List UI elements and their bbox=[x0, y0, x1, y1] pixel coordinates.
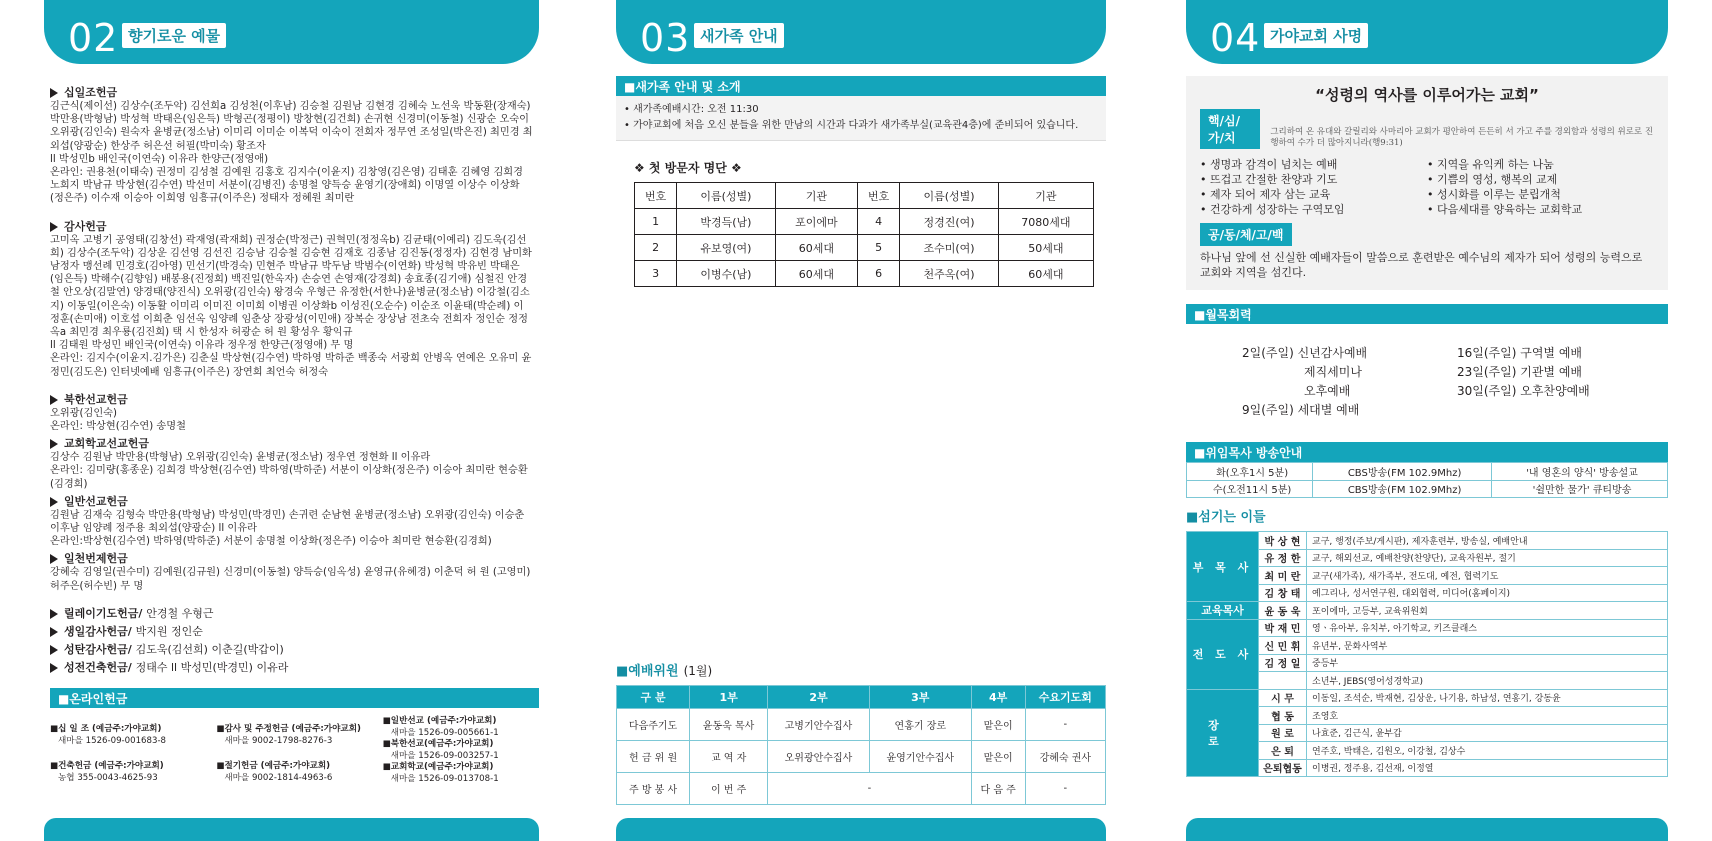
bible-verse: 그리하여 온 유대와 갈릴리와 사마리아 교회가 평안하여 든든히 서 가고 주를 경외함과 성령의 위로로 진행하여 수가 더 많아지니라(행9:31) bbox=[1270, 127, 1654, 148]
triangle-icon bbox=[50, 645, 58, 655]
table-row: 3 이병수(남) 60세대 6 천주옥(여) 60세대 bbox=[635, 261, 1094, 287]
worship-month: (1월) bbox=[683, 664, 713, 678]
motto: “성령의 역사를 이루어가는 교회” bbox=[1315, 86, 1539, 104]
account-list: ■십 일 조 (예금주:가야교회) 새마을 1526-09-001683-8 ■건축헌금 (예금주:가야교회) 농협 355-0043-4625-93 ■감사 및 주정헌금 (예금주:가야교회) 새마을 9002-1798-8276-3 ■절기헌금 (예금주:가야교회) 새마을 9002-1814-4963-6 ■일반선교 (예금주:가야교회) 새마을 1526-09-005661-1 ■북한선교(예금주:가야교회) 새마을 1526-09-003257-1 ■교회학교(예금주:가야교회) 새마을 1526-09-013708-1 bbox=[50, 716, 499, 784]
school-mission-heading: 교회학교선교헌금 bbox=[50, 435, 533, 451]
visitor-table: 번호 이름(성별) 기관 번호 이름(성별) 기관 1 박경득(남) 포이에마 4 정경진(여) 7080세대 2 유보영(여) 60세대 5 조수미(여) 50세대 3 이병수(남) 60세대 6 천주옥(여) 60세대 bbox=[634, 182, 1094, 287]
footer-bar bbox=[1186, 818, 1668, 841]
confession-text: 하나님 앞에 선 신실한 예배자들이 말씀으로 훈련받은 예수님의 제자가 되어 성령의 능력으로 교회와 지역을 섬긴다. bbox=[1200, 251, 1643, 279]
table-row: 최 미 란 교구(새가족), 새가족부, 전도대, 예전, 협력기도 bbox=[1187, 567, 1668, 585]
broadcast-bar: ■위임목사 방송안내 bbox=[1186, 442, 1668, 462]
triangle-icon bbox=[50, 663, 58, 673]
newcomer-column bbox=[616, 0, 1106, 841]
table-row: 헌 금 위 원 교 역 자 오위광안수집사 윤영기안수집사 맡은이 강혜숙 권사 bbox=[617, 741, 1106, 773]
section-title: 가야교회 사명 bbox=[1264, 23, 1368, 48]
tithe-names: 김근식(제이선) 김상수(조두악) 김선희a 김성천(이후남) 김승철 김원남 김현경 김혜숙 노선욱 박동환(장재숙) 박만용(박형남) 박성혁 박태은(임은득) 박형곤(정평이) 방창현(김건희) 손귀현 신경미(이동철) 신광순 오숙이 오위광(김인숙) 원숙자 윤병균(정소남) 이미리 이미순 이복덕 이숙이 전희자 정무연 조성일(박은진) 최민경 최외섭(양광순) 한상주 허은선 허필(박미숙) 황조자 bbox=[50, 101, 533, 152]
table-row: 은퇴협동 이병권, 정주용, 김선재, 이정열 bbox=[1187, 759, 1668, 777]
table-row: 교육목사 윤 동 욱 포이에마, 고등부, 교육위원회 bbox=[1187, 602, 1668, 620]
triangle-icon bbox=[50, 395, 58, 405]
newcomer-bar: ■새가족 안내 및 소개 bbox=[616, 76, 1106, 96]
triangle-icon bbox=[50, 497, 58, 507]
online-offering-section bbox=[50, 688, 539, 785]
table-row: 은 퇴 연주호, 박태은, 김원오, 이강철, 김상수 bbox=[1187, 742, 1668, 760]
tithe-heading: 십일조헌금 bbox=[50, 84, 533, 100]
table-row: 부 목 사 박 상 현 교구, 행정(주보/게시판), 제자훈련부, 방송실, 예배안내 bbox=[1187, 532, 1668, 550]
worship-title: ■예배위원 bbox=[616, 664, 679, 679]
table-row: 다음주기도 윤동욱 목사 고병기안수집사 연홍기 장로 맡은이 - bbox=[617, 709, 1106, 741]
christmas-offering: 성탄감사헌금/ 김도욱(김선희) 이춘길(박갑이) bbox=[50, 641, 533, 657]
triangle-icon bbox=[50, 627, 58, 637]
newcomer-note: • 가야교회에 처음 오신 분들을 위한 만남의 시간과 다과가 새가족부실(교육관4층)에 준비되어 있습니다. bbox=[624, 120, 1079, 131]
table-row: 신 민 휘 유년부, 문화사역부 bbox=[1187, 637, 1668, 655]
online-offering-bar: ■온라인헌금 bbox=[50, 688, 539, 708]
core-values-tag: 핵/심/가/치 bbox=[1200, 109, 1260, 149]
broadcast-table bbox=[1186, 462, 1668, 498]
confession-tag: 공/동/체/고/백 bbox=[1200, 223, 1292, 246]
table-row: 수(오전11시 5분) CBS방송(FM 102.9Mhz) '쉴만한 물가' 큐티방송 bbox=[1187, 480, 1668, 498]
servers-title: ■섬기는 이들 bbox=[1186, 510, 1266, 525]
nk-mission-online: 온라인: 박상현(김수연) 송명철 bbox=[50, 421, 186, 433]
visitor-list-title: ❖ 첫 방문자 명단 ❖ bbox=[634, 161, 742, 175]
triangle-icon bbox=[50, 222, 58, 232]
school-mission-names: 김상수 김원남 박만용(박형남) 오위광(김인숙) 윤병균(정소남) 정우연 정현화 ll 이유라 bbox=[50, 452, 431, 464]
general-mission-heading: 일반선교헌금 bbox=[50, 493, 533, 509]
thousand-names: 강혜숙 김영일(권수미) 김예원(김규원) 신경미(이동철) 양득승(임옥성) 윤영규(유혜경) 이춘덕 허 원 (고영미) 허주은(허수빈) 무 명 bbox=[50, 567, 531, 592]
table-row: 화(오후1시 5분) CBS방송(FM 102.9Mhz) '내 영혼의 양식' 방송설교 bbox=[1187, 463, 1668, 481]
nk-mission-names: 오위광(김인숙) bbox=[50, 407, 117, 419]
thanks-online: 온라인: 김지수(이윤지.김가은) 김춘실 박상현(김수연) 박하영 박하준 백종숙 서광희 안병옥 연예은 오유미 윤정민(김도은) 인터넷예배 임흥규(이주은) 장연희 최언숙 허정숙 bbox=[50, 353, 532, 378]
triangle-icon bbox=[50, 609, 58, 619]
table-row: 장 로 시 무 이동일, 조석순, 박재현, 김상운, 나기용, 하남성, 연홍기, 강동윤 bbox=[1187, 689, 1668, 707]
worship-committee bbox=[616, 660, 1106, 805]
section-number: 02 bbox=[68, 16, 119, 60]
tithe-extra: ll 박성민b 배인국(이연숙) 이유라 한양근(정영애) bbox=[50, 153, 269, 165]
table-row: 소년부, JEBS(영어성경학교) bbox=[1187, 672, 1668, 690]
nk-mission-heading: 북한선교헌금 bbox=[50, 391, 533, 407]
table-row: 유 정 한 교구, 해외선교, 예배찬양(찬양단), 교육자원부, 절기 bbox=[1187, 549, 1668, 567]
offerings-column bbox=[44, 0, 539, 841]
section-number: 04 bbox=[1210, 16, 1261, 60]
section-title: 향기로운 예물 bbox=[122, 23, 226, 48]
building-offering: 성전건축헌금/ 정태수 ll 박성민(박경민) 이유라 bbox=[50, 659, 533, 675]
section-title: 새가족 안내 bbox=[694, 23, 784, 48]
tithe-online: 온라인: 권용천(이태숙) 권정미 김성철 김예원 김홍호 김지수(이윤지) 김창영(김은영) 김태훈 김혜영 김희경 노희지 박남규 박상현(김수연) 박선미 서분이(김병진) 송명철 양득승 윤영기(장애희) 이명열 이상수 이상화(정은주) 이수재 이승아 이희영 임흥규(이주은) 정태자 정혜원 최미란 bbox=[50, 167, 523, 205]
newcomer-time: • 새가족예배시간: 오전 11:30 bbox=[624, 104, 759, 115]
thanks-names: 고미옥 고병기 공영태(김창선) 곽재영(곽재희) 권정순(박정근) 권혁민(정정옥b) 김균태(이예리) 김도욱(김선희) 김상수(조두악) 김상운 김선영 김선진 김승남 김승철 김승현 김재호 김종남 김진동(정정자) 김현경 남미화 남정자 맹선례 민경호(김아영) 민선기(박경숙) 민현주 박남규 박두남 박범수(이연화) 박성혁 박유빈 박태은(임은득) 박해수(김향임) 배봉용(진정희) 백진일(한옥자) 손승연 손영재(강경희) 송효종(김기애) 심철진 안경철 안오상(김말연) 양경태(양진식) 오위광(김인숙) 왕경숙 우형근 유정한(서한나)윤병균(정소남) 이강철(김소지) 이동일(이은숙) 이동활 이미리 이미진 이미희 이병권 이상화b 이성진(오순수) 이순조 이윤태(박순례) 이정훈(손미애) 이호섭 이희춘 임선옥 임양례 임춘상 장광성(이민애) 장복순 장상남 전초숙 전희자 정인순 정정옥a 최민경 최우룡(김진희) 택 시 한성자 허광순 허 원 황성우 황익규 bbox=[50, 234, 532, 339]
general-mission-online: 온라인:박상현(김수연) 박하영(박하준) 서분이 송명철 이상화(정은주) 이승아 최미란 현승환(김경희) bbox=[50, 536, 492, 548]
newcomer-banner bbox=[616, 0, 1106, 64]
table-row: 주 방 봉 사 이 번 주 - 다 음 주 - bbox=[617, 773, 1106, 805]
core-values: • 생명과 감격이 넘치는 예배 • 뜨겁고 간절한 찬양과 기도 • 제자 되어 제자 삼는 교육 • 건강하게 성장하는 구역모임 • 지역을 유익케 하는 나눔 • 기쁨의 영성, 행복의 교제 • 성시화를 이루는 분립개척 • 다음세대를 양육하는 교회학교 bbox=[1200, 158, 1583, 216]
offerings-banner bbox=[44, 0, 539, 64]
mission-column bbox=[1186, 0, 1668, 841]
thanks-heading: 감사헌금 bbox=[50, 218, 533, 234]
mission-banner bbox=[1186, 0, 1668, 64]
thanks-extra: ll 김태원 박성민 배인국(이연숙) 이유라 정우정 한양근(정영애) 무 명 bbox=[50, 340, 354, 352]
triangle-icon bbox=[50, 554, 58, 564]
table-row: 전 도 사 박 재 민 영ㆍ유아부, 유치부, 아기학교, 키즈클래스 bbox=[1187, 619, 1668, 637]
section-number: 03 bbox=[640, 16, 691, 60]
footer-bar bbox=[616, 818, 1106, 841]
table-row: 1 박경득(남) 포이에마 4 정경진(여) 7080세대 bbox=[635, 209, 1094, 235]
table-row: 김 창 태 예그리나, 성서연구원, 대외협력, 미디어(홈페이지) bbox=[1187, 584, 1668, 602]
triangle-icon bbox=[50, 439, 58, 449]
footer-bar bbox=[44, 818, 539, 841]
monthly-calendar-bar: ■월목회력 bbox=[1186, 304, 1668, 324]
table-row: 2 유보영(여) 60세대 5 조수미(여) 50세대 bbox=[635, 235, 1094, 261]
general-mission-names: 김원남 김재숙 김형숙 박만용(박형남) 박성민(박경민) 손귀련 순남현 윤병균(정소남) 오위광(김인숙) 이승춘 이후남 임양례 정주용 최외섭(양광순) ll 이유라 bbox=[50, 509, 525, 535]
mission-box bbox=[1186, 76, 1668, 290]
triangle-icon bbox=[50, 88, 58, 98]
school-mission-online: 온라인: 김미량(홍종운) 김희경 박상현(김수연) 박하영(박하준) 서분이 이상화(정은주) 이승아 최미란 현승환(김경희) bbox=[50, 465, 528, 490]
table-row: 협 동 조영호 bbox=[1187, 707, 1668, 725]
relay-prayer-offering: 릴레이기도헌금/ 안경철 우형근 bbox=[50, 605, 533, 621]
worship-table: 구 분 1부 2부 3부 4부 수요기도회 다음주기도 윤동욱 목사 고병기안수집사 연홍기 장로 맡은이 - 헌 금 위 원 교 역 자 오위광안수집사 윤영기안수집사 맡은이 강혜숙 권사 주 방 봉 사 이 번 주 - 다 음 주 - bbox=[616, 685, 1106, 805]
table-row: 김 정 일 중등부 bbox=[1187, 654, 1668, 672]
monthly-calendar: 2일(주일) 신년감사예배 제직세미나 오후예배 9일(주일) 세대별 예배 16일(주일) 구역별 예배 23일(주일) 기관별 예배 30일(주일) 오후찬양예배 bbox=[1242, 346, 1590, 417]
servers-table bbox=[1186, 531, 1668, 777]
birthday-offering: 생일감사헌금/ 박지원 정인순 bbox=[50, 623, 533, 639]
thousand-heading: 일천번제헌금 bbox=[50, 550, 533, 566]
table-row: 원 로 나효준, 김근식, 윤부갑 bbox=[1187, 724, 1668, 742]
